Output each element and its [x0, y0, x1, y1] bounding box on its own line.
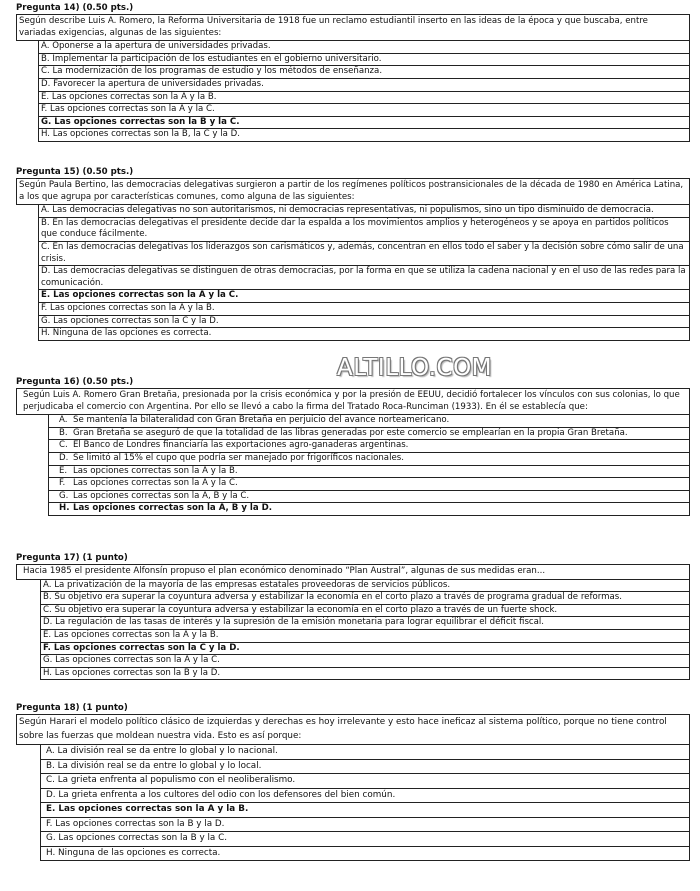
option-letter: F. [59, 478, 66, 489]
question-18 [16, 703, 690, 861]
option-e: E. Las opciones correctas son la A y la B. [41, 630, 689, 643]
question-stem: Según Paula Bertino, las democracias delegativas surgieron a partir de los regímenes políticos postransicionales de la década de 1980 en América Latina, a los que agrupa por características comunes, como alguna de las siguientes: [16, 178, 690, 205]
options-list [48, 415, 690, 516]
option-c: C. Su objetivo era superar la coyuntura adversa y estabilizar la economía en el corto plazo a través de un fuerte shock. [41, 605, 689, 618]
option-g: G. Las opciones correctas son la A y la C. [41, 655, 689, 668]
option-d [49, 453, 689, 466]
option-text: Las opciones correctas son la A, B y la D. [73, 503, 273, 514]
option-h: H. Las opciones correctas son la B y la D. [41, 668, 689, 681]
option-e: E. Las opciones correctas son la A y la C. [39, 290, 689, 303]
option-g: G. Las opciones correctas son la B y la C. [39, 117, 689, 130]
option-e: E. Las opciones correctas son la A y la B. [39, 92, 689, 105]
option-d: D. Favorecer la apertura de universidades privadas. [39, 79, 689, 92]
option-b: B. Su objetivo era superar la coyuntura adversa y estabilizar la economía en el corto plazo a través de programa gradual de reformas. [41, 592, 689, 605]
option-a: A. Las democracias delegativas no son autoritarismos, ni democracias representativas, ni populismos, sino un tipo disminuido de democracia. [39, 205, 689, 218]
option-d: D. La regulación de las tasas de interés y la supresión de la emisión monetaria para lograr equilibrar el déficit fiscal. [41, 617, 689, 630]
option-text: Las opciones correctas son la A, B y la C. [73, 490, 250, 501]
option-h: H. Ninguna de las opciones es correcta. [39, 328, 689, 341]
option-letter: B. [59, 427, 68, 438]
option-e: E. Las opciones correctas son la A y la B. [41, 803, 689, 818]
option-e [49, 466, 689, 479]
option-a: A. La privatización de la mayoría de las empresas estatales proveedoras de servicios públicos. [41, 580, 689, 593]
option-f: F. Las opciones correctas son la C y la D. [41, 643, 689, 656]
option-letter: C. [59, 440, 68, 451]
option-c: C. En las democracias delegativas los liderazgos son carismáticos y, además, concentran en ellos todo el saber y la decisión sobre cómo salir de una crisis. [39, 242, 689, 266]
option-b: B. En las democracias delegativas el presidente decide dar la espalda a los movimientos amplios y heterogéneos y se apoya en partidos políticos que conduce fácilmente. [39, 218, 689, 242]
options-list [38, 205, 690, 341]
option-text: Las opciones correctas son la A y la C. [73, 478, 238, 489]
option-b: B. Implementar la participación de los estudiantes en el gobierno universitario. [39, 54, 689, 67]
option-f: F. Las opciones correctas son la A y la B. [39, 303, 689, 316]
option-b [49, 428, 689, 441]
options-list [40, 580, 690, 681]
question-17 [16, 553, 690, 680]
option-text: El Banco de Londres financiaría las exportaciones agro-ganaderas argentinas. [73, 440, 409, 451]
option-c: C. La grieta enfrenta al populismo con el neoliberalismo. [41, 774, 689, 789]
option-f [49, 478, 689, 491]
option-a: A. Oponerse a la apertura de universidades privadas. [39, 41, 689, 54]
option-h: H. Ninguna de las opciones es correcta. [41, 847, 689, 862]
option-b: B. La división real se da entre lo global y lo local. [41, 760, 689, 775]
question-title: Pregunta 17) (1 punto) [16, 553, 128, 563]
option-letter: G. [59, 490, 69, 501]
options-list [38, 41, 690, 142]
option-h [49, 503, 689, 516]
option-letter: H. [59, 503, 70, 514]
option-letter: A. [59, 415, 68, 426]
question-15 [16, 167, 690, 341]
option-c [49, 440, 689, 453]
question-title: Pregunta 14) (0.50 pts.) [16, 3, 134, 13]
option-a [49, 415, 689, 428]
option-a: A. La división real se da entre lo global y lo nacional. [41, 745, 689, 760]
option-f: F. Las opciones correctas son la A y la C. [39, 104, 689, 117]
question-title: Pregunta 18) (1 punto) [16, 703, 128, 713]
option-text: Gran Bretaña se aseguró de que la totalidad de las libras generadas por este comercio se emplearían en la propia Gran Bretaña. [73, 427, 628, 438]
watermark: ALTILLO.COM [337, 355, 493, 381]
option-g: G. Las opciones correctas son la C y la D. [39, 316, 689, 329]
question-title: Pregunta 16) (0.50 pts.) [16, 377, 134, 387]
question-14 [16, 3, 690, 142]
option-text: Las opciones correctas son la A y la B. [73, 465, 238, 476]
options-list [40, 745, 690, 861]
option-d: D. Las democracias delegativas se distinguen de otras democracias, por la forma en que se utiliza la cadena nacional y en el uso de las redes para la comunicación. [39, 266, 689, 290]
option-text: Se mantenía la bilateralidad con Gran Bretaña en perjuicio del avance norteamericano. [73, 415, 450, 426]
question-stem: Según Luis A. Romero Gran Bretaña, presionada por la crisis económica y por la presión de EEUU, decidió fortalecer los vínculos con sus colonias, lo que perjudicaba el comercio con Argentina. Por ello se llevó a cabo la firma del Tratado Roca-Runciman (1933). En él se establecía que: [16, 388, 690, 415]
option-d: D. La grieta enfrenta a los cultores del odio con los defensores del bien común. [41, 789, 689, 804]
question-title: Pregunta 15) (0.50 pts.) [16, 167, 134, 177]
option-c: C. La modernización de los programas de estudio y los métodos de enseñanza. [39, 66, 689, 79]
option-f: F. Las opciones correctas son la B y la D. [41, 818, 689, 833]
option-g: G. Las opciones correctas son la B y la C. [41, 832, 689, 847]
option-g [49, 491, 689, 504]
option-letter: D. [59, 452, 69, 463]
question-stem: Hacia 1985 el presidente Alfonsín propuso el plan económico denominado “Plan Austral”, algunas de sus medidas eran... [16, 564, 690, 580]
question-stem: Según describe Luis A. Romero, la Reforma Universitaria de 1918 fue un reclamo estudiantil inserto en las ideas de la época y que buscaba, entre variadas exigencias, algunas de las siguientes: [16, 14, 690, 41]
option-h: H. Las opciones correctas son la B, la C y la D. [39, 129, 689, 142]
question-stem: Según Harari el modelo político clásico de izquierdas y derechas es hoy irrelevante y esto hace ineficaz al sistema político, porque no tiene control sobre las fuerzas que moldean nuestra vida. Esto es así porque: [16, 714, 690, 745]
option-letter: E. [59, 465, 68, 476]
option-text: Se limitó al 15% el cupo que podría ser manejado por frigoríficos nacionales. [73, 452, 404, 463]
question-16 [16, 377, 690, 516]
